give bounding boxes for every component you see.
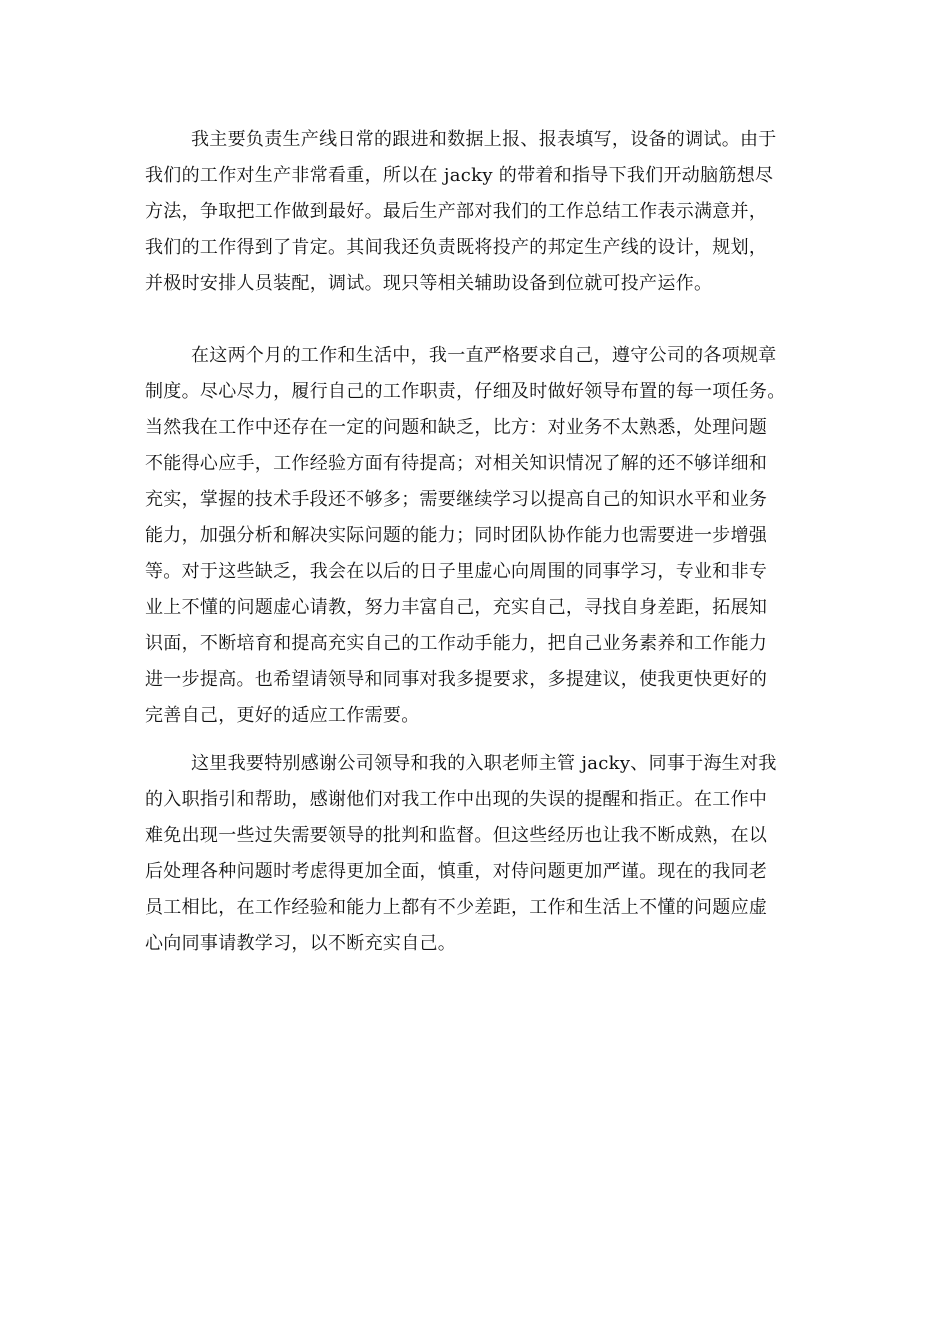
text-line: 这里我要特别感谢公司领导和我的入职老师主管 jacky、同事于海生对我 [191, 753, 777, 774]
text-line: 业上不懂的问题虚心请教，努力丰富自己，充实自己，寻找自身差距，拓展知 [145, 597, 768, 618]
text-line: 不能得心应手，工作经验方面有待提高；对相关知识情况了解的还不够详细和 [145, 453, 768, 474]
paragraph-acknowledgement [145, 746, 810, 962]
text-line: 制度。尽心尽力，履行自己的工作职责，仔细及时做好领导布置的每一项任务。 [145, 381, 786, 402]
text-line: 能力，加强分析和解决实际问题的能力；同时团队协作能力也需要进一步增强 [145, 525, 768, 546]
text-line: 完善自己，更好的适应工作需要。 [145, 705, 420, 726]
paragraph-responsibilities [145, 122, 810, 302]
text-line: 的入职指引和帮助，感谢他们对我工作中出现的失误的提醒和指正。在工作中 [145, 789, 768, 810]
text-line: 难免出现一些过失需要领导的批判和监督。但这些经历也让我不断成熟，在以 [145, 825, 768, 846]
paragraph-self-assessment [145, 338, 810, 734]
text-line: 当然我在工作中还存在一定的问题和缺乏，比方：对业务不太熟悉，处理问题 [145, 417, 768, 438]
text-line: 进一步提高。也希望请领导和同事对我多提要求，多提建议，使我更快更好的 [145, 669, 768, 690]
text-line: 后处理各种问题时考虑得更加全面，慎重，对侍问题更加严谨。现在的我同老 [145, 861, 768, 882]
text-line: 我们的工作得到了肯定。其间我还负责既将投产的邦定生产线的设计，规划， [145, 237, 768, 258]
text-line: 我们的工作对生产非常看重，所以在 jacky 的带着和指导下我们开动脑筋想尽 [145, 165, 774, 186]
text-line: 方法，争取把工作做到最好。最后生产部对我们的工作总结工作表示满意并， [145, 201, 768, 222]
text-line: 充实，掌握的技术手段还不够多；需要继续学习以提高自己的知识水平和业务 [145, 489, 768, 510]
text-line: 并极时安排人员装配，调试。现只等相关辅助设备到位就可投产运作。 [145, 273, 713, 294]
text-line: 等。对于这些缺乏，我会在以后的日子里虚心向周围的同事学习，专业和非专 [145, 561, 768, 582]
text-line: 员工相比，在工作经验和能力上都有不少差距，工作和生活上不懂的问题应虚 [145, 897, 768, 918]
text-line: 识面，不断培育和提高充实自己的工作动手能力，把自己业务素养和工作能力 [145, 633, 768, 654]
text-line: 在这两个月的工作和生活中，我一直严格要求自己，遵守公司的各项规章 [191, 345, 777, 366]
text-line: 我主要负责生产线日常的跟进和数据上报、报表填写，设备的调试。由于 [191, 129, 777, 150]
text-line: 心向同事请教学习，以不断充实自己。 [145, 933, 457, 954]
